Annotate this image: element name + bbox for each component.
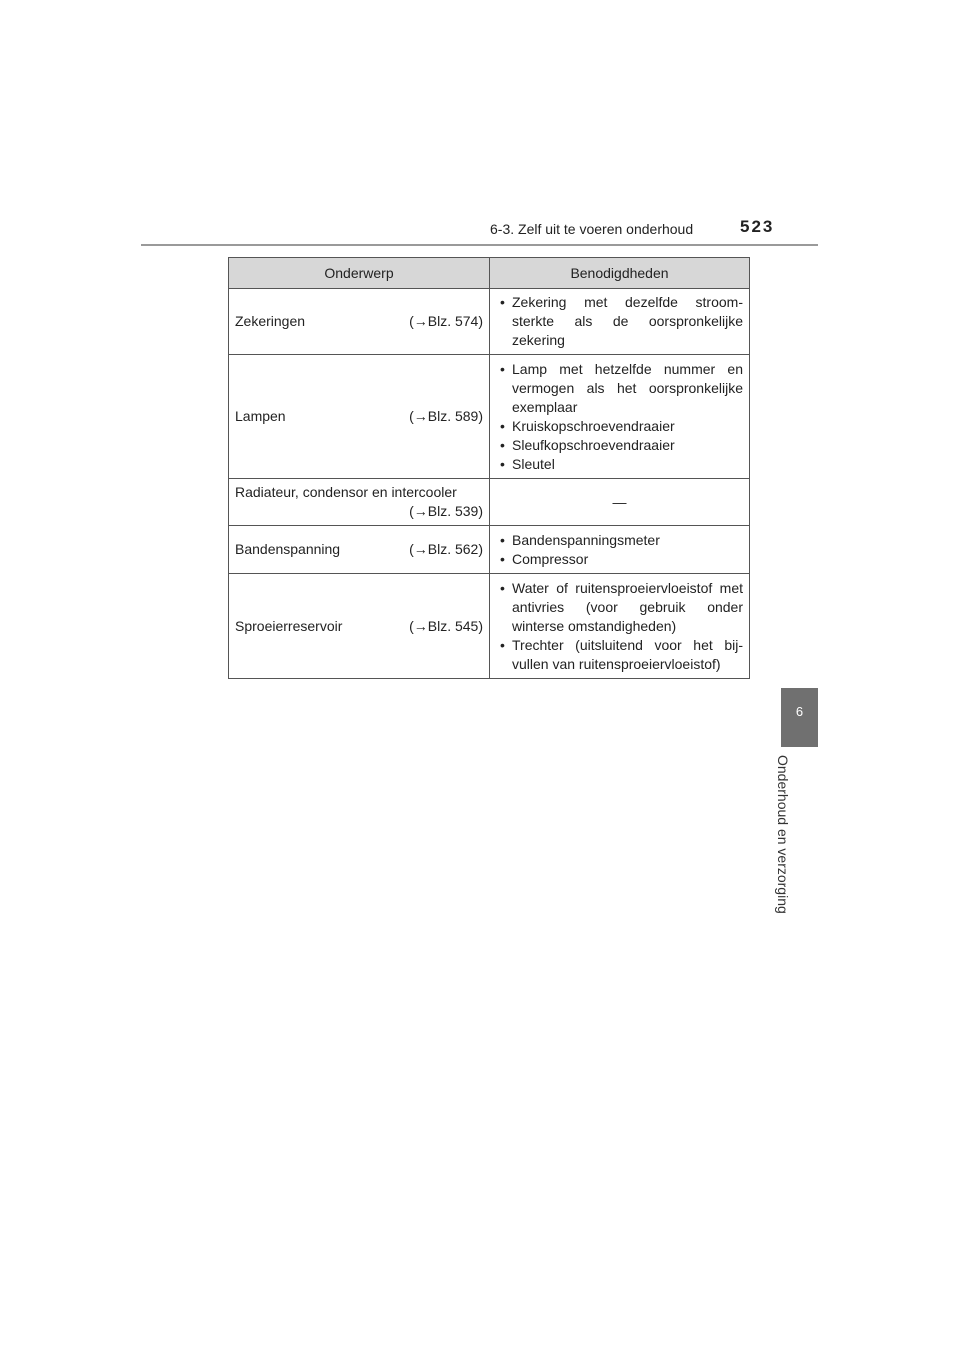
supplies-cell	[490, 479, 750, 526]
list-item: • Sleufkopschroevendraaier	[496, 436, 743, 455]
table-row	[229, 355, 750, 479]
page-reference: (→Blz. 589)	[409, 408, 483, 424]
subject-name: Sproeierreservoir	[235, 617, 343, 634]
supplies-cell	[490, 289, 750, 355]
section-title: 6-3. Zelf uit te voeren onderhoud	[490, 221, 694, 237]
subject-cell	[229, 289, 490, 355]
chapter-label: Onderhoud en verzorging	[775, 755, 791, 914]
table-row	[229, 479, 750, 526]
subject-name: Radiateur, condensor en intercooler	[235, 484, 457, 500]
page-number: 523	[740, 217, 775, 236]
list-item: • Water of ruitensproeiervloeistof met antivries (voor gebruik onder winterse omstandigheden)	[496, 579, 743, 636]
subject-name: Bandenspanning	[235, 541, 341, 557]
list-item: • Bandenspanningsmeter	[496, 531, 743, 550]
table-row	[229, 526, 750, 574]
column-header-subject: Onderwerp	[229, 258, 490, 289]
maintenance-table	[228, 257, 750, 679]
supplies-cell	[490, 574, 750, 679]
subject-cell	[229, 355, 490, 479]
empty-mark: —	[612, 493, 627, 510]
list-item: • Zekering met dezelfde stroom-sterkte als de oorspronkelijke zekering	[496, 293, 743, 350]
header-divider	[141, 244, 818, 246]
page-reference: (→Blz. 539)	[409, 503, 483, 519]
column-header-supplies: Benodigdheden	[490, 258, 750, 289]
list-item: • Sleutel	[496, 455, 743, 474]
supplies-cell	[490, 355, 750, 479]
subject-cell	[229, 574, 490, 679]
subject-name: Zekeringen	[235, 313, 306, 329]
list-item: • Compressor	[496, 550, 743, 569]
subject-cell	[229, 479, 490, 526]
list-item: • Kruiskopschroevendraaier	[496, 417, 743, 436]
table-row	[229, 289, 750, 355]
supplies-cell	[490, 526, 750, 574]
chapter-tab: 6	[781, 688, 818, 747]
list-item: • Trechter (uitsluitend voor het bij-vullen van ruitensproeiervloeistof)	[496, 636, 743, 674]
page-reference: (→Blz. 574)	[409, 313, 483, 329]
subject-cell	[229, 526, 490, 574]
page-reference: (→Blz. 562)	[409, 541, 483, 557]
page-reference: (→Blz. 545)	[409, 617, 483, 634]
list-item: • Lamp met hetzelfde nummer en vermogen als het oorspronkelijke exemplaar	[496, 360, 743, 417]
subject-name: Lampen	[235, 408, 286, 424]
table-row	[229, 574, 750, 679]
table-header-row	[229, 258, 750, 289]
